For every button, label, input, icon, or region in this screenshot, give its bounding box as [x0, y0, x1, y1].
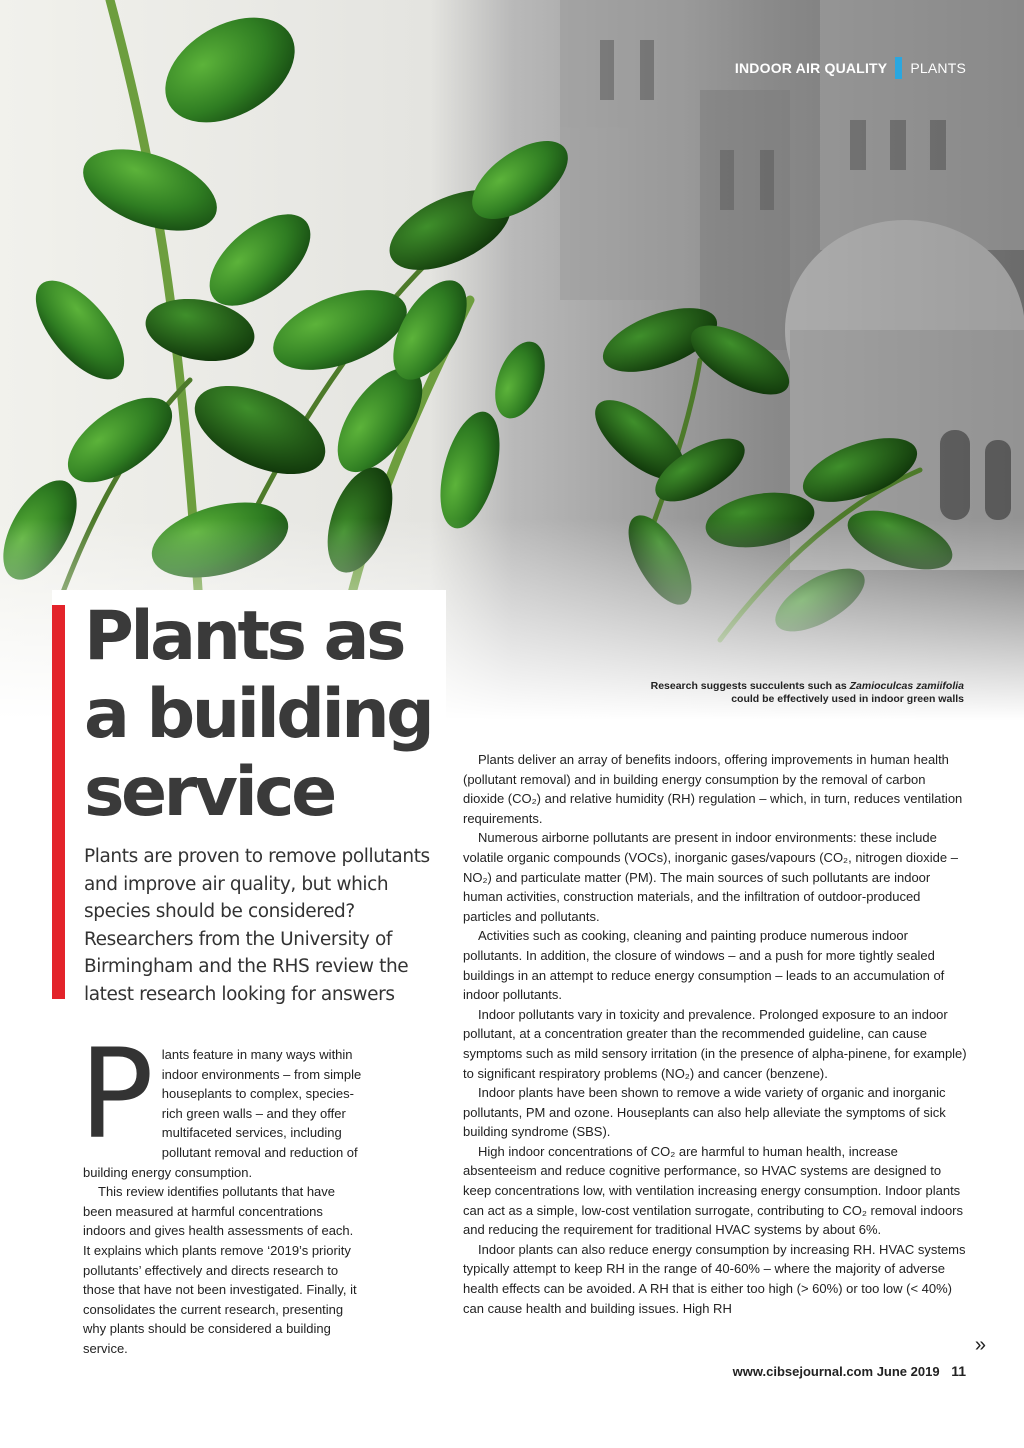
photo-caption: [644, 680, 964, 706]
body-paragraph: High indoor concentrations of CO₂ are harmful to human health, increase absenteeism and reduce cognitive performance, so HVAC systems are designed to keep concentrations low, with ventilation increasing energy consumption. Indoor plants can act as a simple, low-cost ventilation surrogate, contributing to CO₂ removal indoors and reducing the requirement for traditional HVAC systems by about 6%.: [463, 1143, 963, 1238]
body-column-right: [463, 750, 968, 1318]
website-link[interactable]: www.cibsejournal.com: [732, 1364, 874, 1379]
body-paragraph: Indoor plants can also reduce energy consumption by increasing RH. HVAC systems typically attempt to keep RH in the range of 40-60% – where the majority of adverse health effects can be avoided. A RH that is either too high (> 60%) or too low (< 40%) can cause health and building issues. High RH: [463, 1241, 966, 1316]
body-paragraph: Activities such as cooking, cleaning and painting produce numerous indoor pollutants. In addition, the closure of windows – and a push for more tightly sealed buildings in an attempt to reduce energy consumption – leads to an accumulation of indoor pollutants.: [463, 928, 945, 1003]
body-column-left: [79, 1023, 363, 1359]
article-title: [84, 598, 431, 832]
page-footer: [733, 1363, 966, 1379]
article-standfirst: Plants are proven to remove pollutants and improve air quality, but which species should be considered? Researchers from the University of Birmingham and the RHS review the latest research looking for answers: [84, 846, 430, 1005]
body-paragraph: Plants deliver an array of benefits indoors, offering improvements in human health (pollutant removal) and in building energy consumption by the removal of carbon dioxide (CO₂) and relative humidity (RH) regulation – which, in turn, reduces ventilation requirements.: [463, 752, 963, 826]
page-number: 11: [951, 1363, 966, 1379]
body-paragraph: Numerous airborne pollutants are present in indoor environments: these include volatile organic compounds (VOCs), inorganic gases/vapours (CO₂, nitrogen dioxide – NO₂) and particulate matter (PM). The main sources of such pollutants are indoor human activities, construction materials, and the infiltration of outdoor-produced particles and pollutants.: [463, 830, 958, 924]
title-line: a building: [84, 675, 432, 754]
issue-date: June 2019: [876, 1364, 940, 1379]
body-paragraph: Indoor pollutants vary in toxicity and prevalence. Prolonged exposure to an indoor pollutant, at a concentration greater than the recommended guideline, can cause symptoms such as mild sensory irritation (in the presence of alpha-pinene, for example) to significant respiratory problems (NO₂) and cancer (benzene).: [463, 1006, 967, 1081]
title-line: Plants as: [84, 597, 403, 676]
caption-tail: could be effectively used in indoor green walls: [731, 693, 964, 705]
section-label: INDOOR AIR QUALITY: [734, 60, 888, 76]
body-paragraph: lants feature in many ways within indoor environments – from simple houseplants to complex, species-rich green walls – and they offer multifaceted services, including pollutant removal and reduction of building energy consumption.: [83, 1047, 362, 1180]
body-paragraph: Indoor plants have been shown to remove a wide variety of organic and inorganic pollutants, PM and ozone. Houseplants can also help alleviate the symptoms of sick building syndrome (SBS).: [463, 1085, 946, 1140]
subsection-label: PLANTS: [910, 60, 966, 76]
body-paragraph: This review identifies pollutants that have been measured at harmful concentrations indoors and gives health assessments of each. It explains which plants remove ‘2019’s priority pollutants’ effectively and directs research to those that have not been investigated. Finally, it consolidates the current research, presenting why plants should be considered a building service.: [83, 1184, 357, 1356]
caption-lead: Research suggests succulents such as: [650, 680, 850, 692]
drop-cap: P: [79, 1023, 154, 1167]
section-divider: [895, 57, 902, 79]
title-line: service: [84, 753, 334, 832]
caption-species: Zamioculcas zamiifolia: [849, 680, 964, 692]
accent-bar: [52, 605, 65, 999]
section-tag: [735, 57, 966, 79]
continue-arrow-icon: »: [974, 1334, 986, 1356]
